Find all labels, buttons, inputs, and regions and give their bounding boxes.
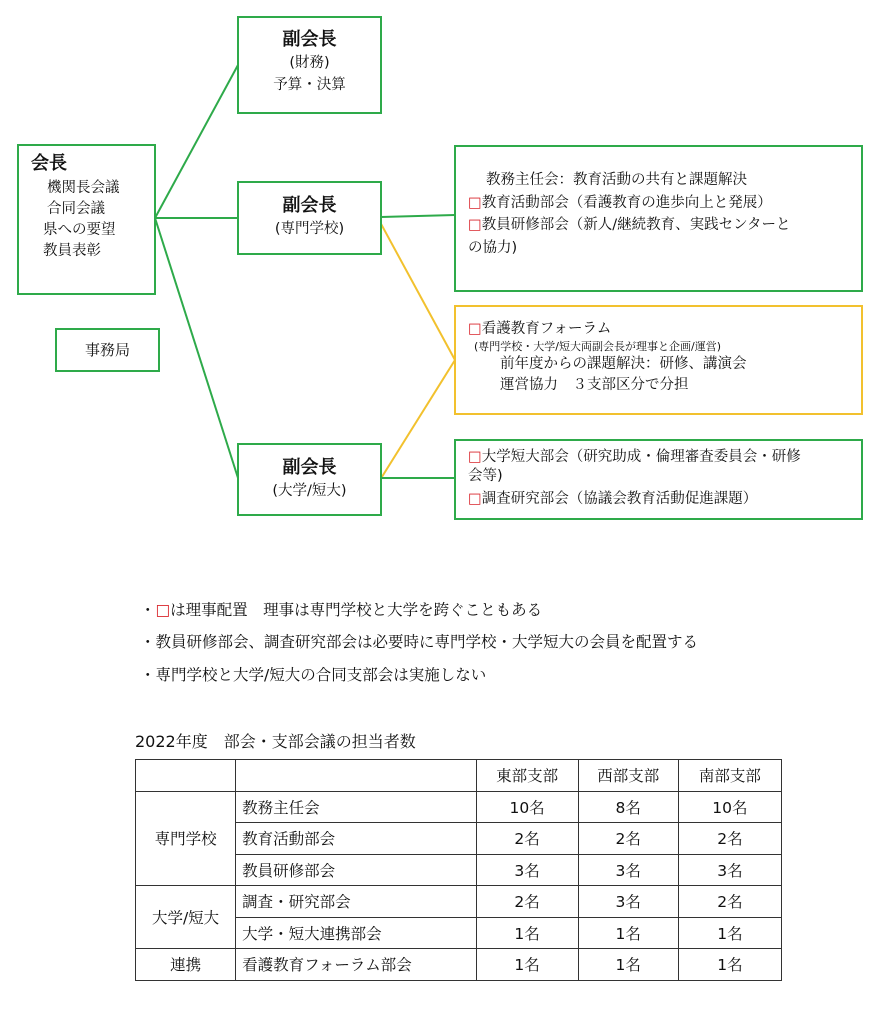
table-row — [136, 949, 782, 981]
row-name: 教務主任会 — [236, 791, 476, 823]
cell-west: 3名 — [578, 854, 678, 886]
cell-east: 2名 — [476, 886, 578, 918]
table-header: 南部支部 — [678, 760, 781, 792]
cell-east: 3名 — [476, 854, 578, 886]
university-line-2-text: 調査研究部会（協議会教育活動促進課題） — [481, 491, 758, 507]
table-row — [136, 791, 782, 823]
forum-title: 看護教育フォーラム — [481, 321, 612, 337]
row-name: 調査・研究部会 — [236, 886, 476, 918]
connector-vocational-committees — [380, 215, 455, 217]
group-vocational: 専門学校 — [136, 791, 236, 886]
note-1-prefix: ・ — [140, 601, 156, 619]
president-item: 合同会議 — [47, 201, 105, 217]
vp-university-box — [237, 443, 382, 516]
university-line-1 — [468, 448, 861, 467]
cell-south: 2名 — [678, 823, 781, 855]
vp-university-role: (大学/短大) — [272, 483, 347, 499]
forum-title-line — [468, 319, 861, 340]
note-1 — [140, 598, 542, 620]
cell-south: 3名 — [678, 854, 781, 886]
president-title: 会長 — [31, 153, 67, 174]
vocational-line-4: の協力) — [468, 239, 518, 256]
vp-university-title: 副会長 — [282, 457, 337, 478]
connector-university-forum — [380, 360, 455, 480]
group-collab: 連携 — [136, 949, 236, 981]
note-1-text: は理事配置 理事は専門学校と大学を跨ぐこともある — [170, 601, 543, 619]
university-line-1b: 会等) — [468, 468, 503, 484]
cell-west: 1名 — [578, 949, 678, 981]
cell-east: 10名 — [476, 791, 578, 823]
university-committees-box — [454, 439, 863, 520]
forum-box — [454, 305, 863, 415]
table-row — [136, 886, 782, 918]
connector-president-vp-finance — [155, 65, 238, 218]
cell-west: 1名 — [578, 917, 678, 949]
board-mark-icon: □ — [468, 449, 482, 465]
table-header — [236, 760, 476, 792]
vocational-line-3-text: 教員研修部会（新人/継続教育、実践センターと — [481, 217, 791, 233]
president-item: 教員表彰 — [43, 243, 101, 259]
note-3: ・専門学校と大学/短大の合同支部会は実施しない — [140, 666, 487, 684]
cell-south: 10名 — [678, 791, 781, 823]
staff-table — [135, 759, 782, 981]
table-caption: 2022年度 部会・支部会議の担当者数 — [135, 732, 416, 751]
cell-west: 8名 — [578, 791, 678, 823]
table-header: 東部支部 — [476, 760, 578, 792]
cell-west: 3名 — [578, 886, 678, 918]
board-mark-icon: □ — [468, 491, 482, 507]
vp-finance-role: (財務) — [289, 55, 330, 71]
row-name: 大学・短大連携部会 — [236, 917, 476, 949]
university-line-1-text: 大学短大部会（研究助成・倫理審査委員会・研修 — [481, 449, 801, 465]
row-name: 教員研修部会 — [236, 854, 476, 886]
board-mark-icon: □ — [468, 217, 482, 233]
president-item: 県への要望 — [43, 222, 116, 238]
vp-vocational-role: (専門学校) — [274, 221, 345, 237]
cell-east: 1名 — [476, 949, 578, 981]
board-mark-icon: □ — [468, 194, 482, 211]
cell-east: 2名 — [476, 823, 578, 855]
connector-vocational-forum — [380, 222, 455, 360]
table-header-row — [136, 760, 782, 792]
secretariat-box — [55, 328, 160, 372]
vp-finance-title: 副会長 — [282, 29, 337, 50]
vp-vocational-title: 副会長 — [282, 195, 337, 216]
vocational-line-2-text: 教育活動部会（看護教育の進歩向上と発展） — [481, 194, 772, 211]
vp-finance-box — [237, 16, 382, 114]
cell-south: 2名 — [678, 886, 781, 918]
vocational-line-2 — [468, 192, 861, 215]
table-header — [136, 760, 236, 792]
table-header: 西部支部 — [578, 760, 678, 792]
forum-note: (専門学校・大学/短大両副会長が理事と企画/運営) — [474, 340, 721, 353]
row-name: 看護教育フォーラム部会 — [236, 949, 476, 981]
cell-south: 1名 — [678, 917, 781, 949]
vocational-committees-box — [454, 145, 863, 292]
cell-south: 1名 — [678, 949, 781, 981]
cell-east: 1名 — [476, 917, 578, 949]
vocational-line-1: 教務主任会：教育活動の共有と課題解決 — [486, 172, 747, 188]
president-item: 機関長会議 — [47, 180, 120, 196]
forum-line-1: 前年度からの課題解決：研修、講演会 — [500, 356, 747, 372]
president-box — [17, 144, 156, 295]
secretariat-label: 事務局 — [84, 341, 130, 359]
university-line-2 — [468, 490, 861, 509]
cell-west: 2名 — [578, 823, 678, 855]
board-mark-icon: □ — [468, 321, 482, 337]
row-name: 教育活動部会 — [236, 823, 476, 855]
vocational-line-3 — [468, 214, 861, 237]
board-mark-icon: □ — [155, 601, 171, 619]
vp-vocational-box — [237, 181, 382, 255]
forum-line-2: 運営協力 ３支部区分で分担 — [500, 377, 689, 393]
note-2: ・教員研修部会、調査研究部会は必要時に専門学校・大学短大の会員を配置する — [140, 633, 699, 651]
group-university: 大学/短大 — [136, 886, 236, 949]
connector-president-vp-university — [155, 218, 238, 478]
vp-finance-detail: 予算・決算 — [273, 77, 346, 93]
